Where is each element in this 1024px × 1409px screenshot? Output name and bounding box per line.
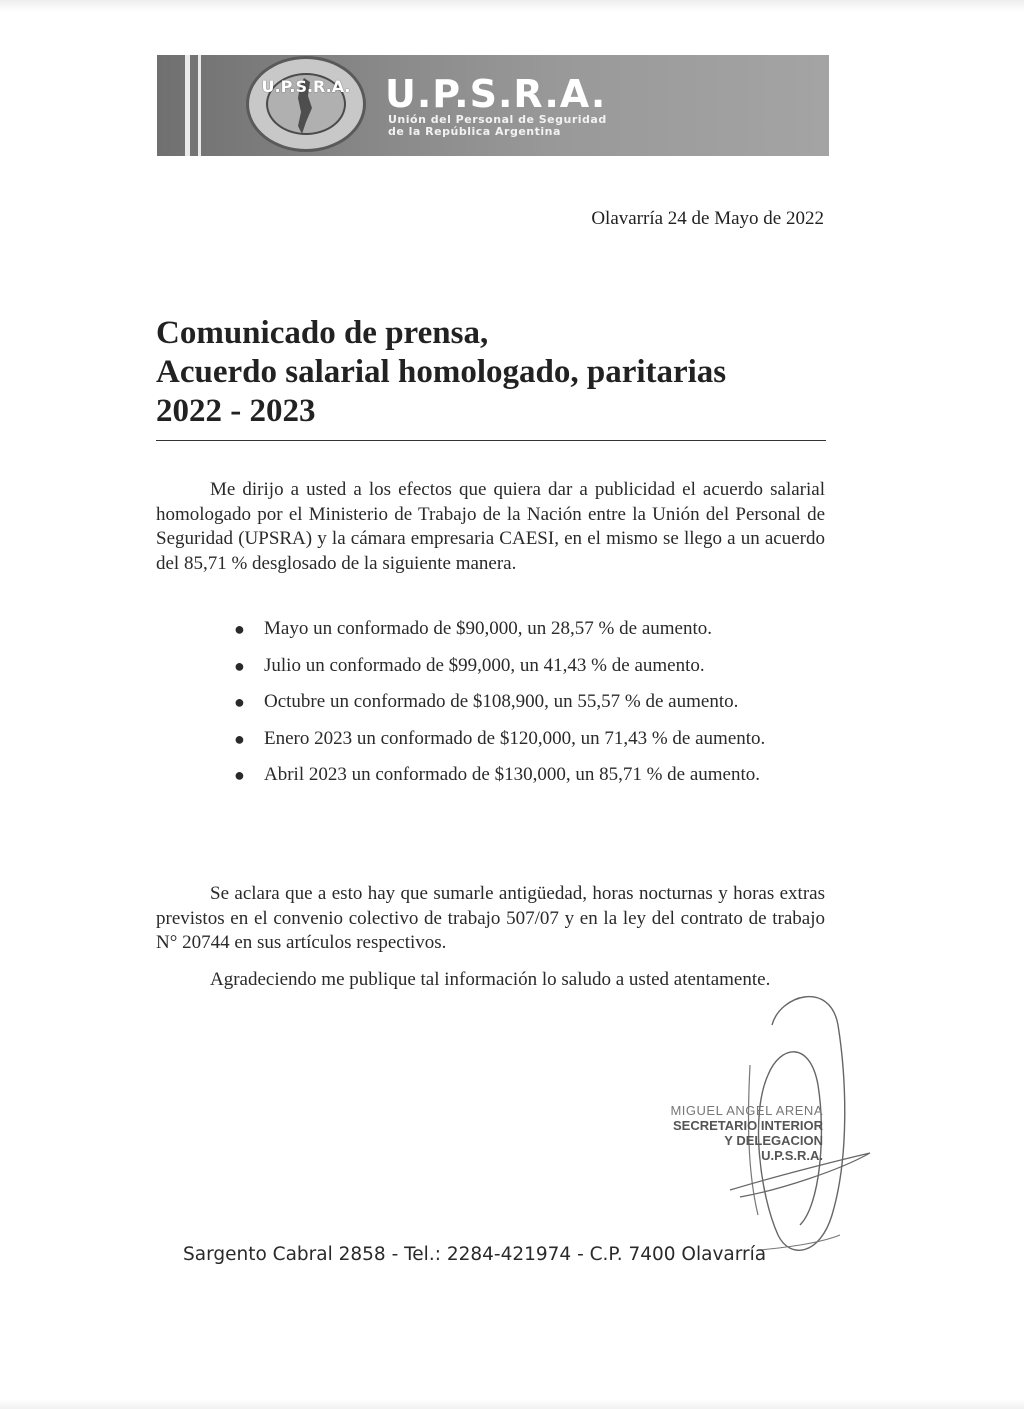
title-underline bbox=[156, 440, 826, 441]
list-item bbox=[232, 654, 826, 679]
title-line: Acuerdo salarial homologado, paritarias bbox=[156, 354, 727, 390]
stamp-role: SECRETARIO INTERIOR bbox=[673, 1118, 823, 1133]
list-item bbox=[232, 763, 826, 788]
document-date: Olavarría 24 de Mayo de 2022 bbox=[591, 208, 824, 229]
brand-subtitle-line: de la República Argentina bbox=[388, 125, 561, 138]
bullet-icon: ● bbox=[234, 765, 245, 785]
brand-subtitle bbox=[388, 114, 607, 138]
stamp-org: U.P.S.R.A. bbox=[761, 1148, 823, 1163]
scan-top-edge bbox=[0, 0, 1024, 12]
scan-bottom-edge bbox=[0, 1399, 1024, 1409]
brand-subtitle-line: Unión del Personal de Seguridad bbox=[388, 113, 607, 126]
list-item bbox=[232, 617, 826, 642]
list-item-text: Mayo un conformado de $90,000, un 28,57 % de aumento. bbox=[264, 618, 712, 639]
signature-stamp bbox=[655, 1103, 823, 1163]
stamp-name: MIGUEL ANGEL ARENA bbox=[670, 1103, 823, 1118]
bullet-icon: ● bbox=[234, 728, 245, 749]
union-seal-logo bbox=[246, 56, 366, 152]
document-title bbox=[156, 314, 836, 431]
bullet-icon: ● bbox=[234, 692, 245, 712]
title-line: Comunicado de prensa, bbox=[156, 315, 489, 351]
list-item-text: Julio un conformado de $99,000, un 41,43 % de aumento. bbox=[264, 654, 705, 676]
list-item bbox=[232, 690, 826, 715]
banner-stripe bbox=[198, 55, 201, 156]
brand-name: U.P.S.R.A. bbox=[385, 72, 607, 116]
intro-text: Me dirijo a usted a los efectos que quiera dar a publicidad el acuerdo salarial homologado por el Ministerio de Trabajo de la Nación entre la Unión del Personal de Seguridad (UPSRA) y la cámara empresaria CAESI, en el mismo se llego a un acuerdo del 85,71 % desglosado de la siguiente manera. bbox=[156, 479, 825, 574]
list-item-text: Enero 2023 un conformado de $120,000, un 71,43 % de aumento. bbox=[264, 727, 766, 749]
stamp-role: Y DELEGACION bbox=[724, 1133, 823, 1148]
list-item-text: Octubre un conformado de $108,900, un 55,57 % de aumento. bbox=[264, 691, 739, 712]
address-footer: Sargento Cabral 2858 - Tel.: 2284-421974 - C.P. 7400 Olavarría bbox=[183, 1244, 767, 1265]
list-item bbox=[232, 727, 826, 752]
clarification-text: Se aclara que a esto hay que sumarle antigüedad, horas nocturnas y horas extras previstos en el convenio colectivo de trabajo 507/07 y en la ley del contrato de trabajo N° 20744 en sus artículos respectivos. bbox=[156, 883, 825, 953]
banner-stripe bbox=[185, 55, 190, 156]
argentina-map-icon bbox=[246, 56, 366, 152]
clarification-paragraph bbox=[156, 882, 825, 956]
closing-text: Agradeciendo me publique tal información lo saludo a usted atentamente. bbox=[210, 969, 771, 990]
salary-list bbox=[232, 617, 826, 800]
bullet-icon: ● bbox=[234, 655, 245, 676]
intro-paragraph bbox=[156, 478, 825, 576]
bullet-icon: ● bbox=[234, 619, 245, 639]
list-item-text: Abril 2023 un conformado de $130,000, un 85,71 % de aumento. bbox=[264, 764, 761, 785]
title-line: 2022 - 2023 bbox=[156, 393, 316, 429]
seal-text: U.P.S.R.A. bbox=[261, 77, 351, 96]
